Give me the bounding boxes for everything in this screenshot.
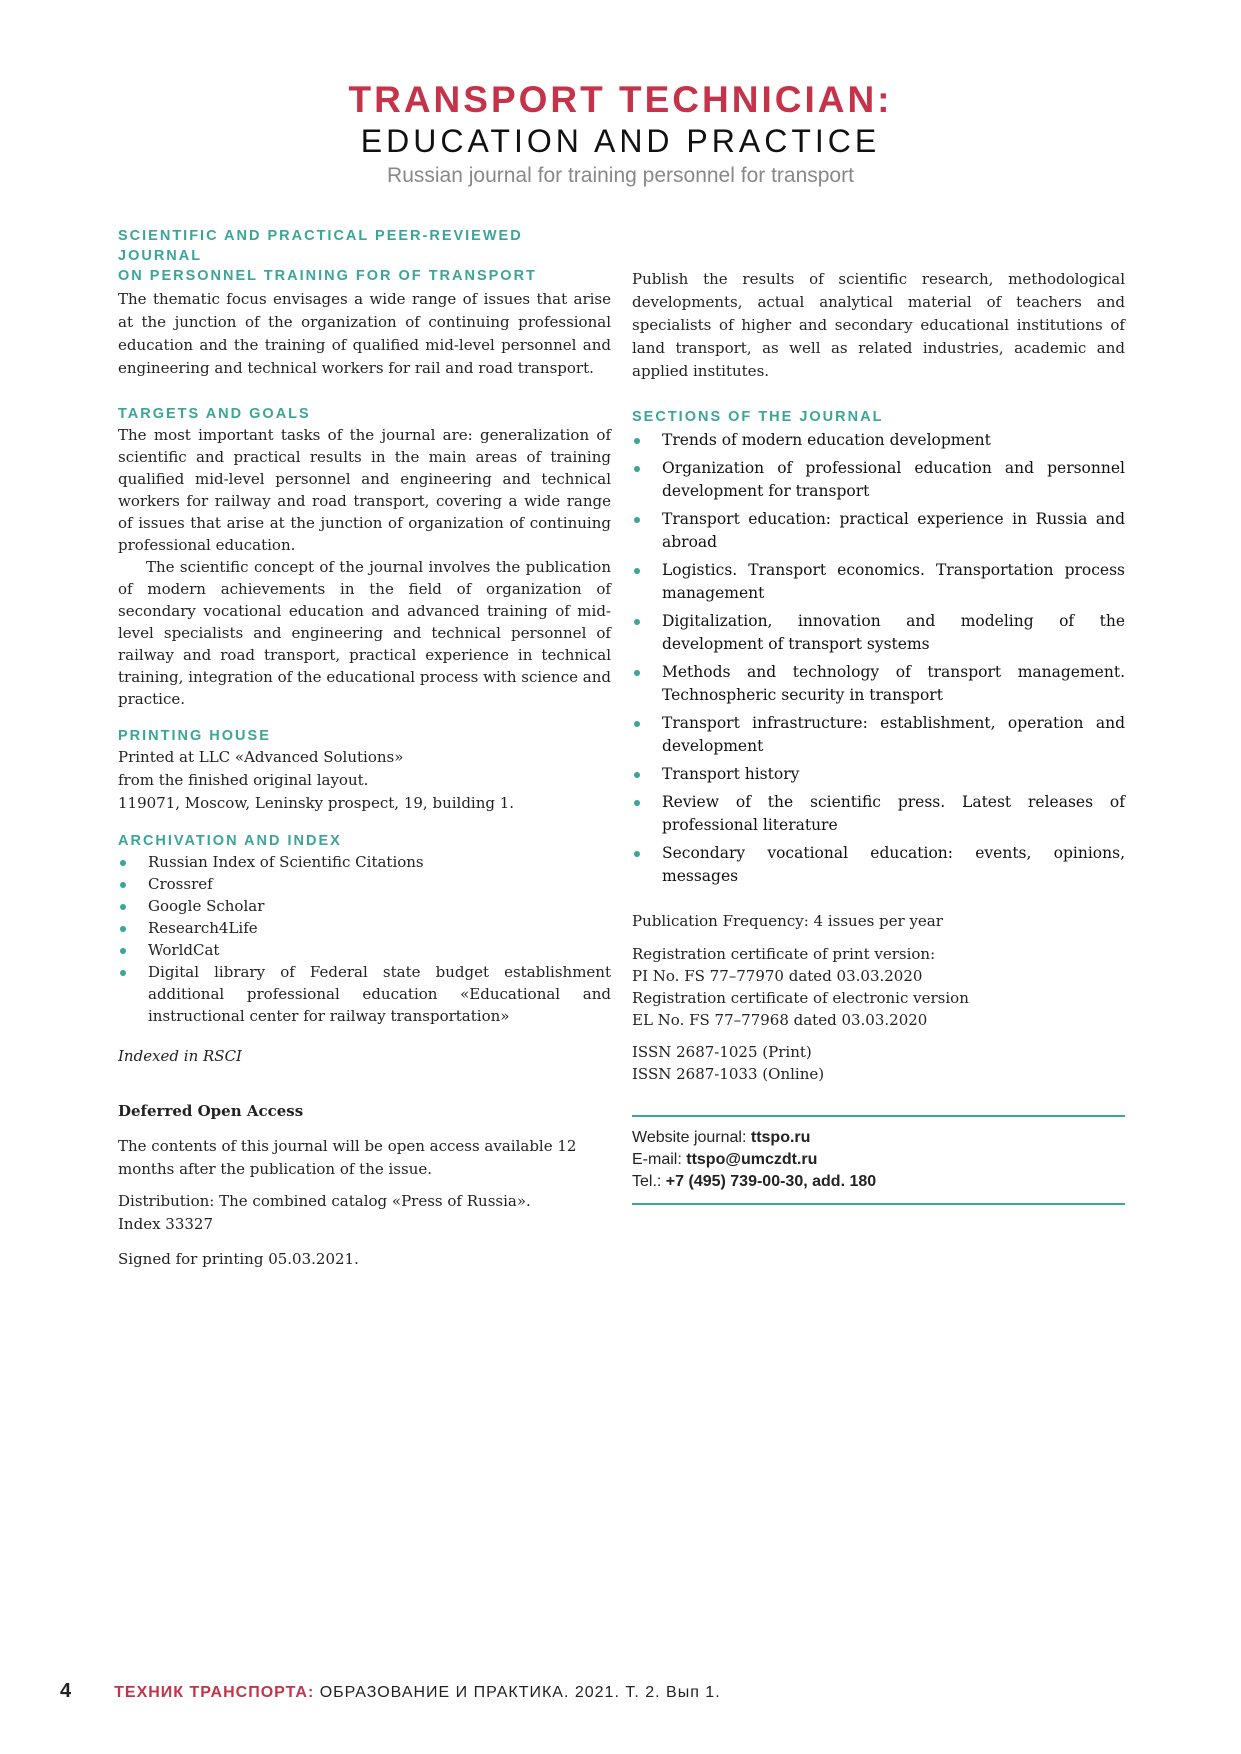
sections-list xyxy=(632,429,1125,888)
journal-title: TRANSPORT TECHNICIAN: xyxy=(348,79,893,120)
label: Website journal: xyxy=(632,1129,751,1146)
thematic-paragraph: The thematic focus envisages a wide range of issues that arise at the junction of the organization of continuing professional education and the training of qualified mid-level personnel and engineering and technical workers for rail and road transport. xyxy=(118,290,611,377)
publication-frequency: Publication Frequency: 4 issues per year xyxy=(632,912,943,930)
divider xyxy=(632,1115,1125,1117)
footer-journal: ТЕХНИК ТРАНСПОРТА: xyxy=(114,1684,315,1701)
heading-sections: SECTIONS OF THE JOURNAL xyxy=(632,409,884,425)
distribution-line: Index 33327 xyxy=(118,1215,214,1233)
list-item: Russian Index of Scientific Citations xyxy=(118,851,611,873)
left-column xyxy=(118,226,611,1271)
journal-subtitle: EDUCATION AND PRACTICE xyxy=(360,123,881,159)
list-item: WorldCat xyxy=(118,939,611,961)
indexed-note: Indexed in RSCI xyxy=(118,1047,242,1065)
list-item: Crossref xyxy=(118,873,611,895)
phone: +7 (495) 739-00-30, add. 180 xyxy=(665,1173,877,1190)
journal-tagline: Russian journal for training personnel for transport xyxy=(387,164,854,187)
list-item: Digital library of Federal state budget establishment additional professional education «Educational and instructional center for railway transportation» xyxy=(118,961,611,1027)
website-link[interactable]: ttspo.ru xyxy=(750,1129,811,1146)
issn-line: ISSN 2687-1033 (Online) xyxy=(632,1065,825,1083)
open-access-text: The contents of this journal will be open access available 12 months after the publication of the issue. xyxy=(118,1137,577,1178)
targets-paragraph: The most important tasks of the journal are: generalization of scientific and practical results in the main areas of training qualified mid-level personnel and engineering and technical workers for railway and road transport, covering a wide range of issues that arise at the junction of organization of continuing professional education. xyxy=(118,426,611,554)
list-item: Research4Life xyxy=(118,917,611,939)
email-link[interactable]: ttspo@umczdt.ru xyxy=(686,1151,818,1168)
list-item: Organization of professional education and personnel development for transport xyxy=(632,457,1125,503)
registration xyxy=(632,943,1125,1031)
heading-targets: TARGETS AND GOALS xyxy=(118,406,311,422)
list-item: Digitalization, innovation and modeling of the development of transport systems xyxy=(632,610,1125,656)
list-item: Review of the scientific press. Latest releases of professional literature xyxy=(632,791,1125,837)
list-item: Google Scholar xyxy=(118,895,611,917)
concept-paragraph: The scientific concept of the journal involves the publication of modern achievements in the field of organization of secondary vocational education and advanced training of mid-level specialists and engineering and technical personnel of railway and road transport, practical experience in technical training, integration of the educational process with science and practice. xyxy=(118,558,611,708)
registration-line: Registration certificate of print version: xyxy=(632,945,936,963)
list-item: Transport education: practical experience in Russia and abroad xyxy=(632,508,1125,554)
issn-line: ISSN 2687-1025 (Print) xyxy=(632,1043,812,1061)
heading-line: ON PERSONNEL TRAINING FOR OF TRANSPORT xyxy=(118,268,537,284)
distribution xyxy=(118,1190,611,1236)
label: E-mail: xyxy=(632,1151,687,1168)
open-access-title: Deferred Open Access xyxy=(118,1102,304,1120)
divider xyxy=(632,1203,1125,1205)
distribution-line: Distribution: The combined catalog «Press of Russia». xyxy=(118,1192,531,1210)
registration-line: PI No. FS 77–77970 dated 03.03.2020 xyxy=(632,967,923,985)
signed-date: Signed for printing 05.03.2021. xyxy=(118,1250,359,1268)
issn xyxy=(632,1041,1125,1085)
list-item: Trends of modern education development xyxy=(632,429,1125,452)
heading-printing: PRINTING HOUSE xyxy=(118,728,271,744)
heading-journal xyxy=(118,226,611,286)
footer-issue: ОБРАЗОВАНИЕ И ПРАКТИКА. 2021. Т. 2. Вып 1. xyxy=(314,1684,721,1701)
page-number: 4 xyxy=(60,1680,73,1702)
printing-info xyxy=(118,746,611,815)
list-item: Logistics. Transport economics. Transportation process management xyxy=(632,559,1125,605)
printing-line: 119071, Moscow, Leninsky prospect, 19, building 1. xyxy=(118,794,515,812)
list-item: Methods and technology of transport management. Technospheric security in transport xyxy=(632,661,1125,707)
heading-line: SCIENTIFIC AND PRACTICAL PEER-REVIEWED JOURNAL xyxy=(118,228,523,264)
printing-line: Printed at LLC «Advanced Solutions» xyxy=(118,748,404,766)
index-list xyxy=(118,851,611,1027)
contacts xyxy=(632,1127,1125,1193)
registration-line: Registration certificate of electronic version xyxy=(632,989,969,1007)
publish-paragraph: Publish the results of scientific research, methodological developments, actual analytical material of teachers and specialists of higher and secondary educational institutions of land transport, as well as related industries, academic and applied institutes. xyxy=(632,270,1125,380)
registration-line: EL No. FS 77–77968 dated 03.03.2020 xyxy=(632,1011,928,1029)
footer xyxy=(60,1680,721,1704)
list-item: Transport infrastructure: establishment, operation and development xyxy=(632,712,1125,758)
list-item: Transport history xyxy=(632,763,1125,786)
printing-line: from the finished original layout. xyxy=(118,771,369,789)
label: Tel.: xyxy=(632,1173,666,1190)
list-item: Secondary vocational education: events, opinions, messages xyxy=(632,842,1125,888)
heading-archivation: ARCHIVATION AND INDEX xyxy=(118,833,342,849)
right-column xyxy=(632,226,1125,1205)
